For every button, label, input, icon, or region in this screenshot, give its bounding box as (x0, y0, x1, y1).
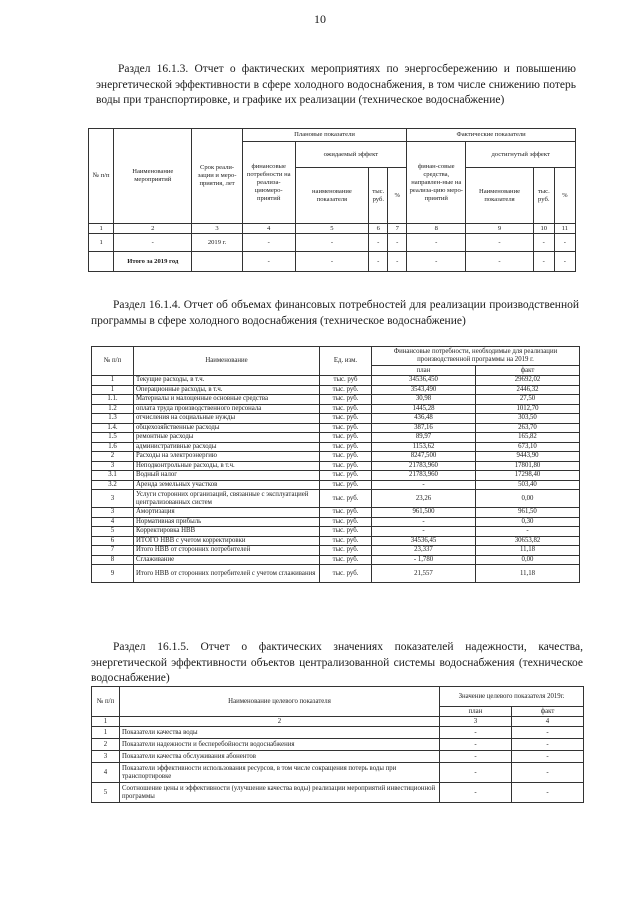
row-fact-value: - (512, 727, 584, 739)
row-name: Аренда земельных участков (134, 480, 320, 490)
table-row (92, 385, 580, 395)
row-name: Нормативная прибыль (134, 517, 320, 527)
table-row (92, 763, 584, 783)
table-row: 1 - 2019 г. - - - - - - - - (89, 234, 576, 252)
row-plan-value: 23,337 (372, 546, 476, 556)
total-row: Итого за 2019 год - - - - - - - - (89, 252, 576, 272)
row-indicator-name: Соотношение цены и эффективности (улучшение качества воды) реализации мероприятий инвестиционной программы (120, 783, 440, 803)
row-plan-value: - (440, 739, 512, 751)
row-unit: тыс. руб. (320, 461, 372, 471)
row-fact-value: 503,40 (476, 480, 580, 490)
row-name: Услуги сторонних организаций, связанные с эксплуатацией централизованных систем (134, 490, 320, 508)
row-plan-value: - (372, 480, 476, 490)
row-plan-value: 21,557 (372, 565, 476, 583)
header-actual: Фактические показатели (407, 129, 576, 142)
financial-needs-table (91, 346, 580, 583)
row-unit: тыс. руб. (320, 555, 372, 565)
row-name: Корректировка НВВ (134, 527, 320, 537)
row-fact-value: - (512, 751, 584, 763)
table-row (92, 395, 580, 405)
section-16-1-5-title-rest: качества, энергетической эффективности объектов централизованной системы водоснабжения (техническое водоснабжение) (91, 641, 584, 684)
header-indicator-name-2: Наименование показателя (466, 168, 533, 224)
table-row (92, 536, 580, 546)
header-fin-funds: финан-совые средства, направлен-ные на реализа-цию меро-приятий (407, 142, 466, 224)
row-plan-value: - (372, 527, 476, 537)
table-row (92, 414, 580, 424)
row-unit: тыс. руб. (320, 414, 372, 424)
row-plan-value: - (440, 727, 512, 739)
table-row (92, 471, 580, 481)
row-fact-value: 2446,32 (476, 385, 580, 395)
row-unit: тыс. руб. (320, 404, 372, 414)
row-name: Неподконтрольные расходы, в т.ч. (134, 461, 320, 471)
row-number: 4 (92, 517, 134, 527)
section-16-1-5-title-line1: Раздел 16.1.5. Отчет о фактических значениях показателей надежности, (113, 641, 527, 653)
header-num: № п/п (89, 129, 114, 224)
section-16-1-3-title-line1: Раздел 16.1.3. Отчет о фактических мероприятиях по энергосбережению и (118, 63, 510, 75)
table-row (92, 546, 580, 556)
table-row (92, 751, 584, 763)
row-plan-value: - (440, 783, 512, 803)
row-plan-value: - (372, 517, 476, 527)
row-unit: тыс. руб. (320, 442, 372, 452)
row-unit: тыс. руб. (320, 385, 372, 395)
table-row (92, 376, 580, 386)
row-fact-value: 9443,90 (476, 452, 580, 462)
row-unit: тыс. руб (320, 376, 372, 386)
column-numbers-row: 1 2 3 4 5 6 7 8 9 10 11 (89, 224, 576, 234)
row-number: 6 (92, 536, 134, 546)
section-16-1-3-title-rest: повышению энергетической эффективности в сфере холодного водоснабжения, в том числе снижению потерь воды при транспортировке, и графике их реализации (техническое водоснабжение) (96, 63, 576, 106)
table-row (92, 490, 580, 508)
row-number: 2 (92, 739, 120, 751)
row-plan-value: 30,98 (372, 395, 476, 405)
row-name: Расходы на электроэнергию (134, 452, 320, 462)
row-fact-value: - (512, 783, 584, 803)
header-percent: % (388, 168, 407, 224)
row-unit: тыс. руб. (320, 536, 372, 546)
row-unit: тыс. руб. (320, 565, 372, 583)
row-indicator-name: Показатели эффективности использования ресурсов, в том числе сокращения потерь воды при транспортировке (120, 763, 440, 783)
row-number: 1.6 (92, 442, 134, 452)
row-name: Амортизация (134, 508, 320, 518)
row-number: 1 (92, 727, 120, 739)
row-name: Сглаживание (134, 555, 320, 565)
row-number: 1 (92, 385, 134, 395)
row-unit: тыс. руб. (320, 433, 372, 443)
row-number: 3.1 (92, 471, 134, 481)
section-16-1-3-title (96, 62, 576, 109)
header-indicator-name: наименование показателя (295, 168, 369, 224)
row-plan-value: 23,26 (372, 490, 476, 508)
header-rub-2: тыс. руб. (533, 168, 554, 224)
table-row (92, 727, 584, 739)
table-row (92, 452, 580, 462)
header-plan: план (372, 366, 476, 376)
table-row (92, 461, 580, 471)
row-fact-value: 961,50 (476, 508, 580, 518)
row-fact-value: 0,00 (476, 490, 580, 508)
column-numbers-row: 1 2 3 4 (92, 717, 584, 727)
row-fact-value: 17801,80 (476, 461, 580, 471)
header-fact: факт (512, 707, 584, 717)
row-name: общехозяйственные расходы (134, 423, 320, 433)
table-row (92, 423, 580, 433)
row-number: 9 (92, 565, 134, 583)
row-plan-value: 34536,45 (372, 536, 476, 546)
header-fact: факт (476, 366, 580, 376)
row-name: Операционные расходы, в т.ч. (134, 385, 320, 395)
row-plan-value: 21783,960 (372, 461, 476, 471)
section-16-1-4-title-line1: Раздел 16.1.4. Отчет об объемах финансовых потребностей для (113, 299, 427, 311)
row-fact-value: - (476, 527, 580, 537)
header-fin-needs: Финансовые потребности, необходимые для реализации производственной программы на 2019 г. (372, 347, 580, 366)
row-unit: тыс. руб. (320, 452, 372, 462)
row-plan-value: 1153,62 (372, 442, 476, 452)
row-fact-value: 165,82 (476, 433, 580, 443)
row-fact-value: 673,10 (476, 442, 580, 452)
row-plan-value: 21783,960 (372, 471, 476, 481)
section-16-1-4-title-rest: реализации производственной программы в сфере холодного водоснабжения (техническое водоснабжение) (91, 299, 580, 327)
row-number: 4 (92, 763, 120, 783)
row-unit: тыс. руб. (320, 508, 372, 518)
row-unit: тыс. руб. (320, 517, 372, 527)
row-fact-value: 263,70 (476, 423, 580, 433)
row-indicator-name: Показатели качества обслуживания абонентов (120, 751, 440, 763)
header-term: Срок реали-зации и меро-приятия, лет (192, 129, 243, 224)
table-row (92, 527, 580, 537)
row-number: 5 (92, 527, 134, 537)
row-name: отчисления на социальные нужды (134, 414, 320, 424)
row-number: 1 (92, 376, 134, 386)
row-fact-value: 1012,70 (476, 404, 580, 414)
row-plan-value: 89,97 (372, 433, 476, 443)
table-row (92, 555, 580, 565)
row-plan-value: 1445,28 (372, 404, 476, 414)
row-number: 1.4. (92, 423, 134, 433)
row-fact-value: 11,18 (476, 565, 580, 583)
page-number: 10 (314, 12, 326, 26)
row-fact-value: 11,18 (476, 546, 580, 556)
row-plan-value: - (440, 751, 512, 763)
table-row (92, 565, 580, 583)
measures-table (88, 128, 576, 272)
row-number: 1.1. (92, 395, 134, 405)
row-number: 3 (92, 490, 134, 508)
row-name: Итого НВВ от сторонних потребителей с учетом сглаживания (134, 565, 320, 583)
row-plan-value: 387,16 (372, 423, 476, 433)
header-name: Наименование (134, 347, 320, 376)
header-fin-needs: финансовые потребности на реализа-циюмеро-приятий (242, 142, 295, 224)
header-planned: Плановые показатели (242, 129, 406, 142)
row-number: 3 (92, 508, 134, 518)
header-percent-2: % (554, 168, 575, 224)
table-row (92, 433, 580, 443)
row-number: 1.5 (92, 433, 134, 443)
header-indicator-name: Наименование целевого показателя (120, 687, 440, 717)
row-number: 5 (92, 783, 120, 803)
table-row (92, 480, 580, 490)
row-fact-value: 30653,82 (476, 536, 580, 546)
target-indicators-table (91, 686, 584, 803)
header-unit: Ед. изм. (320, 347, 372, 376)
row-name: Итого НВВ от сторонних потребителей (134, 546, 320, 556)
row-plan-value: 961,500 (372, 508, 476, 518)
row-number: 1.3 (92, 414, 134, 424)
row-name: Материалы и малоценные основные средства (134, 395, 320, 405)
total-label: Итого за 2019 год (114, 252, 192, 272)
row-fact-value: - (512, 763, 584, 783)
row-name: ремонтные расходы (134, 433, 320, 443)
row-name: Водный налог (134, 471, 320, 481)
section-16-1-4-title (91, 298, 579, 329)
row-fact-value: 0,30 (476, 517, 580, 527)
row-indicator-name: Показатели надежности и бесперебойности водоснабжения (120, 739, 440, 751)
row-number: 7 (92, 546, 134, 556)
row-unit: тыс. руб. (320, 546, 372, 556)
row-unit: тыс. руб. (320, 423, 372, 433)
row-plan-value: 3543,490 (372, 385, 476, 395)
row-fact-value: - (512, 739, 584, 751)
header-measure-name: Наименование мероприятий (114, 129, 192, 224)
header-num: № п/п (92, 687, 120, 717)
section-16-1-5-title (91, 640, 583, 687)
row-fact-value: 29692,02 (476, 376, 580, 386)
row-unit: тыс. руб. (320, 527, 372, 537)
row-fact-value: 27,50 (476, 395, 580, 405)
row-plan-value: - (440, 763, 512, 783)
row-unit: тыс. руб. (320, 471, 372, 481)
row-name: административные расходы (134, 442, 320, 452)
row-number: 8 (92, 555, 134, 565)
row-number: 3 (92, 751, 120, 763)
row-number: 3 (92, 461, 134, 471)
row-unit: тыс. руб. (320, 490, 372, 508)
row-name: Текущие расходы, в т.ч. (134, 376, 320, 386)
row-number: 1.2 (92, 404, 134, 414)
table-row (92, 508, 580, 518)
row-number: 2 (92, 452, 134, 462)
header-num: № п/п (92, 347, 134, 376)
row-indicator-name: Показатели качества воды (120, 727, 440, 739)
table-row (92, 442, 580, 452)
header-plan: план (440, 707, 512, 717)
row-plan-value: 34536,450 (372, 376, 476, 386)
header-target-value: Значение целевого показателя 2019г. (440, 687, 584, 707)
table-row (92, 783, 584, 803)
header-achieved-effect: достигнутый эффект (466, 142, 576, 168)
row-number: 3.2 (92, 480, 134, 490)
table-row (92, 739, 584, 751)
table-row (92, 517, 580, 527)
row-unit: тыс. руб. (320, 395, 372, 405)
row-fact-value: 303,50 (476, 414, 580, 424)
row-name: оплата труда производственного персонала (134, 404, 320, 414)
header-rub: тыс. руб. (369, 168, 388, 224)
row-name: ИТОГО НВВ с учетом корректировки (134, 536, 320, 546)
row-fact-value: 0,00 (476, 555, 580, 565)
header-expected-effect: ожидаемый эффект (295, 142, 407, 168)
row-plan-value: 8247,500 (372, 452, 476, 462)
row-fact-value: 17298,40 (476, 471, 580, 481)
row-plan-value: - 1,780 (372, 555, 476, 565)
row-plan-value: 436,48 (372, 414, 476, 424)
table-row (92, 404, 580, 414)
row-unit: тыс. руб. (320, 480, 372, 490)
